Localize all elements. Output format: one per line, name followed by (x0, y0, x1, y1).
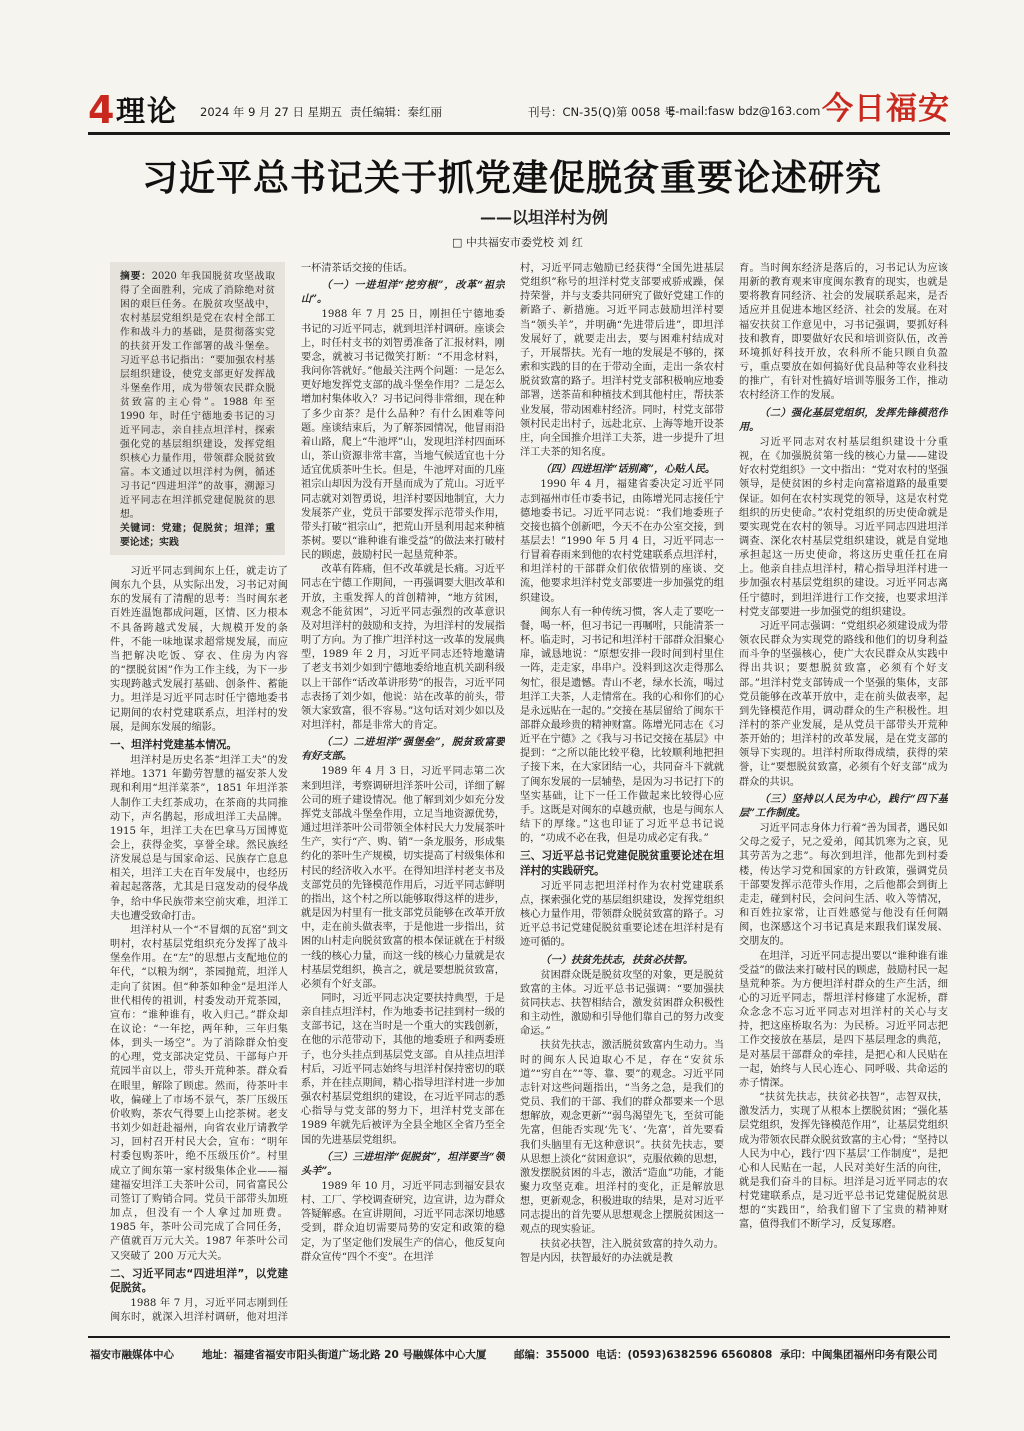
paragraph: 1989 年 10 月，习近平同志到福安县农村、工厂、学校调查研究，边宣讲，边为群众答疑解惑。在宣讲期间，习近平同志深切地感受到，群众迫切需要局势的安定和政策的稳定，为了坚定他们发展生产的信心，他反复向群众宣传“四个不变”。在坦洋 (301, 1181, 505, 1263)
paragraph: “扶贫先扶志，扶贫必扶智”，志智双扶，激发活力，实现了从根本上摆脱贫困；“强化基层党组织，发挥先锋模范作用”，让基层党组织成为带领农民群众脱贫致富的主心骨；“坚持以人民为中心，践行‘四下基层’工作制度”，是把心和人民贴在一起，人民对美好生活的向往，就是我们奋斗的目标。坦洋是习近平同志的农村党建联系点，是习近平总书记党建促脱贫思想的“实践田”，给我们留下了宝贵的精神财富，值得我们不断学习，反复琢磨。 (739, 1092, 948, 1231)
subsection-heading: （三）坚持以人民为中心，践行“四下基层”工作制度。 (739, 792, 948, 819)
section-heading: 三、习近平总书记党建促脱贫重要论述在坦洋村的实践研究。 (520, 850, 724, 877)
paragraph: 1989 年 4 月 3 日，习近平同志第二次来到坦洋，考察调研坦洋茶叶公司，详细了解公司的班子建设情况。他了解到刘少如充分发挥党支部战斗堡垒作用，立足当地资源优势，通过坦洋茶叶公司带领全体村民大力发展茶叶生产，实行“产、购、销”一条龙服务，形成集约化的茶叶生产规模，切实提高了村级集体和村民的经济收入水平。在得知坦洋村老支书及支部党员的先锋模范作用后，习近平同志鲜明的指出，这个村之所以能够取得这样的进步，就是因为村里有一批支部党员能够在改革开放中，走在前头做表率，于是他进一步指出，贫困的山村走向脱贫致富的根本保证就在于村级一线的核心力量，而这一线的核心力量就是农村基层党组织，换言之，就是要想脱贫致富，必须有个好支部。 (301, 766, 505, 990)
editor: 责任编辑：秦红丽 (350, 105, 442, 119)
page-number: 4 (88, 88, 115, 132)
paragraph: 坦洋村从一个“不冒烟的瓦窑”到文明村，农村基层党组织充分发挥了战斗堡垒作用。在“左”的思想占支配地位的年代，“以粮为纲”，茶园抛荒，坦洋人走向了贫困。但“种茶如种金”是坦洋人世代相传的祖训，村委发动开荒茶园，宣布：“谁种谁有，收入归己。”群众却在议论：“一年挖，两年种，三年归集体，到头一场空”。为了消除群众怕变的心理，党支部决定党员、干部每户开荒园半亩以上，带头开荒种茶。群众看在眼里，解除了顾虑。然而，待茶叶丰收，偏碰上了市场不景气，茶厂压级压价收购，茶农气得要上山挖茶树。老支书刘少如赶赴福州，向省农业厅请教学习，回村召开村民大会，宣布：“明年村委包购茶叶，绝不压级压价”。村里成立了闽东第一家村级集体企业——福建福安坦洋工夫茶叶公司，同省富民公司签订了购销合同。党员干部带头加班加点，但没有一个人拿过加班费。1985 年，茶叶公司完成了合同任务，产值就百万元大关。1987 年茶叶公司又突破了 200 万元大关。 (110, 924, 288, 1262)
abstract-text: 2020 年我国脱贫攻坚战取得了全面胜利，完成了消除绝对贫困的艰巨任务。在脱贫攻坚战中，农村基层党组织是党在农村全部工作和战斗力的基础，是贯彻落实党的扶贫开发工作部署的战斗堡垒。习近平总书记指出：“要加强农村基层组织建设，使党支部更好发挥战斗堡垒作用，成为带领农民群众脱贫致富的主心骨”。1988 年至 1990 年，时任宁德地委书记的习近平同志，亲自挂点坦洋村，探索强化党的基层组织建设，发挥党组织核心力量作用，带领群众脱贫致富。本文通过以坦洋村为例，循述习书记“四进坦洋”的故事，溯源习近平同志在坦洋抓党建促脱贫的思想。 (120, 271, 276, 520)
paragraph: 村，习近平同志勉励已经获得“全国先进基层党组织”称号的坦洋村党支部要戒骄戒躁，保持荣誉，并与支委共同研究了做好党建工作的新路子、新措施。习近平同志鼓励坦洋村要当“领头羊”，并明确“先进带后进”，即坦洋发展好了，就要走出去，要与困难村结成对子，开展帮扶。光有一地的发展是不够的，探索和实践的目的在于带动全面，走出一条农村脱贫致富的路子。坦洋村党支部积极响应地委部署，送茶苗和种植技术到其他村庄，帮扶茶业发展，带动困难村经济。同时，村党支部带领村民走出村子，远赴北京、上海等地开设茶庄，向全国推介坦洋工夫茶，进一步提升了坦洋工夫茶的知名度。 (520, 263, 724, 459)
footer-address: 地址：福建省福安市阳头街道广场北路 20 号融媒体中心大厦 (202, 1349, 487, 1361)
paragraph: 扶贫必扶智，注入脱贫致富的持久动力。智是内因，扶智最好的办法就是教 (520, 1238, 724, 1264)
subsection-heading: （一）扶贫先扶志，扶贫必扶智。 (540, 953, 694, 966)
subsection-heading: （四）四进坦洋“话别离”，心贴人民。 (540, 463, 716, 476)
subsection-heading: （三）三进坦洋“促脱贫”，坦洋要当“领头羊”。 (301, 1150, 505, 1177)
paragraph: 1988 年 7 月 25 日，刚担任宁德地委书记的习近平同志，就到坦洋村调研。座谈会上，时任村支书的刘智勇准备了汇报材料，刚要念，就被习书记微笑打断：“不用念材料，我问你答就好。”他最关注两个问题：一是怎么更好地发挥党支部的战斗堡垒作用？二是怎么增加村集体收入？习书记问得非常细，现在种了多少亩茶？是什么品种？有什么困难等问题。座谈结束后，为了解茶园情况，他冒雨沿着山路，爬上“牛池坪”山，发现坦洋村四面环山，茶山资源非常丰富，当地气候适宜也十分适宜优质茶叶生长。但是，牛池坪对面的几座祖宗山却因为没有开垦而成为了荒山。习近平同志就对刘智勇说，坦洋村要因地制宜，大力发展茶产业，党员干部要发挥示范带头作用，带头打破“祖宗山”，把荒山开垦利用起来种植茶树。要以“谁种谁有谁受益”的做法来打破村民的顾虑，鼓励村民一起垦荒种茶。 (301, 309, 505, 562)
footer-org: 福安市融媒体中心 (90, 1349, 174, 1361)
footer-postcode: 邮编：355000 (514, 1349, 590, 1361)
paragraph: 贫困群众既是脱贫攻坚的对象，更是脱贫致富的主体。习近平总书记强调：“要加强扶贫同扶志、扶智相结合，激发贫困群众积极性和主动性，激励和引导他们靠自己的努力改变命运。” (520, 969, 724, 1038)
paragraph: 1988 年 7 月，习近平同志刚到任闽东时，就深入坦洋村调研，他对坦洋 (110, 1297, 288, 1324)
subsection-heading: （二）强化基层党组织，发挥先锋模范作用。 (739, 406, 948, 433)
article-subtitle: ——以坦洋村为例 (480, 208, 609, 227)
column-3 (520, 262, 724, 1325)
subsection-heading: （二）二进坦洋“强堡垒”，脱贫致富要有好支部。 (301, 736, 505, 763)
keywords-label: 关键词： (120, 523, 162, 534)
section-heading: 二、习近平同志“四进坦洋”，以党建促脱贫。 (110, 1267, 288, 1294)
paragraph: 扶贫先扶志，激活脱贫致富内生动力。当时的闽东人民迫取心不足，存在“安贫乐道”“穷自在”“等、靠、要”的观念。习近平同志针对这些问题指出，“当务之急，是我们的党员、我们的干部、我们的群众都要来一个思想解放，观念更新”“弱鸟渴望先飞，至贫可能先富，但能否实现‘先飞’、‘先富’，首先要看我们头脑里有无这种意识”。扶贫先扶志，要从思想上淡化“贫困意识”，克服依赖的思想，激发摆脱贫困的斗志，激活“造血”功能，才能聚力攻坚克难。坦洋村的变化，正是解放思想，更新观念，积极进取的结果，是对习近平同志提出的首先要从思想观念上摆脱贫困这一观点的现实验证。 (520, 1040, 724, 1236)
footer-printer: 承印：中闽集团福州印务有限公司 (780, 1349, 938, 1361)
footer (88, 1347, 950, 1367)
article-byline: □ 中共福安市委党校 刘 红 (452, 236, 583, 249)
bottom-rule (88, 1336, 950, 1338)
column-4 (739, 262, 948, 1325)
paragraph: 闽东人有一种传统习惯，客人走了要吃一餐，喝一杯，但习书记一再嘱咐，只能清茶一杯。临走时，习书记和坦洋村干部群众泪聚心扉，诚恳地说：“原想安排一段时间到村里住一阵，走走家，串串户。没料到这次走得那么匆忙，很是遗憾。青山不老，绿水长流，喝过坦洋工夫茶，人走情常在。我的心和你们的心是永远贴在一起的。”交接在基层留给了闽东干部群众最珍贵的精神财富。陈增光同志在《习近平在宁德》之《我与习书记交接在基层》中提到：“之所以能比较平稳，比较顺利地把担子接下来，在大家团结一心，共同奋斗下就就了闽东发展的一层辅垫，是因为习书记打下的坚实基础，让下一任工作做起来比较得心应手。这既是对闽东的卓越贡献，也是与闽东人结下的厚缘。”这也印证了习近平总书记说的，“功成不必在我，但是功成必定有我。” (520, 606, 724, 845)
paragraph: 同时，习近平同志决定要扶持典型，于是亲自挂点坦洋村，作为地委书记挂到村一级的支部书记，这在当时是一个重大的实践创新，在他的示范带动下，其他的地委班子和两委班子，也分头挂点到基层党支部。自从挂点坦洋村后，习近平同志始终与坦洋村保持密切的联系，并在挂点期间，精心指导坦洋村进一步加强农村基层党组织的建设，在习近平同志的悉心指导与党支部的努力下，坦洋村党支部在 1989 年就先后被评为全县全地区全省乃至全国的先进基层党组织。 (301, 992, 505, 1146)
paragraph: 育。当时闽东经济是落后的，习书记认为应该用新的教育观来审度闽东教育的现实，也就是要将教育同经济、社会的发展联系起来，是否适应并且促进本地区经济、社会的发展。在对福安扶贫工作意见中，习书记强调，要抓好科技和教育，即要做好农民和培训资队伍，改善环境抓好科技开放，农科所不能只顾自负盈亏，重点要放在如何搞好优良品种等农业科技的推广，有针对性搞好培训等服务工作，推动农村经济工作的发展。 (739, 263, 948, 402)
paragraph: 1990 年 4 月，福建省委决定习近平同志到福州市任市委书记，由陈增光同志接任宁德地委书记。习近平同志说：“我们地委班子交接也搞个创新吧，今天不在办公室交接，到基层去！”1990 年 5 月 4 日，习近平同志一行冒着春雨来到他的农村党建联系点坦洋村，和坦洋村的干部群众们依依惜别的座谈、交流，他要求坦洋村党支部要进一步加强党的组织建设。 (520, 479, 724, 604)
paragraph: 习近平同志对农村基层组织建设十分重视，在《加强脱贫第一线的核心力量——建设好农村党组织》一文中指出：“党对农村的坚强领导，是使贫困的乡村走向富裕道路的最重要保证。如何在农村实现党的领导，这是农村党组织的历史使命。”农村党组织的历史使命就是要实现党在农村的领导。习近平同志四进坦洋调查、深化农村基层党组织建设，就是自觉地承担起这一历史使命，将这历史重任扛在肩上。他亲自挂点坦洋村，精心指导坦洋村进一步加强农村基层党组织的建设。习近平同志离任宁德时，到坦洋进行工作交接，也要求坦洋村党支部要进一步加强党的组织建设。 (739, 436, 948, 618)
paragraph: 在坦洋，习近平同志提出要以“谁种谁有谁受益”的做法来打破村民的顾虑，鼓励村民一起垦荒种茶。为方便坦洋村群众的生产生活，细心的习近平同志，帮坦洋村修建了水泥桥，群众念念不忘习近平同志对坦洋村的关心与支持，把这座桥取名为：为民桥。习近平同志把工作交接放在基层，是四下基层理念的典范，是对基层干部群众的牵挂，是把心和人民贴在一起，始终与人民心连心、同呼吸、共命运的赤子情深。 (739, 950, 948, 1089)
section-heading: 一、坦洋村党建基本情况。 (110, 738, 238, 751)
paragraph: 习近平同志把坦洋村作为农村党建联系点，探索强化党的基层组织建设，发挥党组织核心力量作用，带领群众脱贫致富的路子。习近平总书记党建促脱贫重要论述在坦洋村是有迹可循的。 (520, 880, 724, 949)
column-2 (301, 262, 505, 1325)
column-1 (110, 565, 288, 1325)
paragraph: 改革有阵痛，但不改革就是长痛。习近平同志在宁德工作期间，一再强调要大胆改革和开放，主重发挥人的首创精神，“地方贫困，观念不能贫困”，习近平同志强烈的改革意识及对坦洋村的鼓励和支持，为坦洋村的发展指明了方向。为了推广坦洋村这一改革的发展典型，1989 年 2 月，习近平同志还特地邀请了老支书刘少如到宁德地委给地直机关副科级以上干部作“话改革讲形势”的报告，习近平同志表扬了刘少如，他说：站在改革的前头，带领大家致富，很不容易。”这句话对刘少如以及对坦洋村，都是非常大的肯定。 (301, 564, 505, 731)
abstract-box (110, 262, 285, 555)
paragraph: 坦洋村是历史名茶“坦洋工夫”的发祥地。1371 年勤劳智慧的福安茶人发现和利用“坦洋菜茶”，1851 年坦洋茶人制作工夫红茶成功，在茶商的共同推动下，声名鹊起，形成坦洋工夫品牌。1915 年，坦洋工夫在巴拿马万国博览会上，获得金奖，享誉全球。然民族经济发展总是与国家命运、民族存亡息息相关，坦洋工夫在百年发展中，也经历着起起落落，尤其是日寇发动的侵华战争，给中华民族带来空前灾难，坦洋工夫也遭受致命打击。 (110, 755, 288, 922)
paragraph: 习近平同志强调：“党组织必须建设成为带领农民群众为实现党的路线和他们的切身利益而斗争的坚强核心，使广大农民群众从实践中得出共识；要想脱贫致富，必须有个好支部。”坦洋村党支部铸成一个坚强的集体，支部党员能够在改革开放中，走在前头做表率，起到先锋模范作用，调动群众的生产积极性。坦洋村的茶产业发展，是从党员干部带头开荒种茶开始的；坦洋村的改革发展，是在党支部的领导下实现的。坦洋村所取得成绩，获得的荣誉，让“要想脱贫致富，必须有个好支部”成为群众的共识。 (739, 620, 948, 788)
newspaper-logo: 今日福安 (822, 91, 950, 127)
abstract-label: 摘要： (120, 271, 152, 282)
article-headline: 习近平总书记关于抓党建促脱贫重要论述研究 (141, 158, 882, 199)
top-rule (88, 132, 950, 135)
footer-phone: 电话：(0593)6382596 6560808 (596, 1349, 773, 1361)
email: E-mail:fasw bdz@163.com (668, 104, 821, 118)
paragraph: 习近平同志到闽东上任，就走访了闽东九个县，从实际出发，习书记对闽东的发展有了清醒的思考：当时闽东老百姓连温饱都成问题，区情、区力根本不具备跨越式发展，大规模开发的条件，不能一味地谋求超常规发展，而应当把解决吃饭、穿衣、住房为内容的“摆脱贫困”作为工作主线，为下一步实现跨越式发展打基础、创条件、蓄能力。坦洋是习近平同志时任宁德地委书记期间的农村党建联系点，坦洋村的发展，是闽东发展的缩影。 (110, 566, 288, 733)
section-title: 理论 (116, 94, 179, 128)
paragraph: 习近平同志身体力行着“善为国者，遇民如父母之爱子，兄之爱弟，闻其饥寒为之哀，见其劳苦为之悲”。每次到坦洋，他都先到村委楼，传达学习党和国家的方针政策，强调党员干部要发挥示范带头作用，之后他都会到街上走走，碰到村民，会问问生活、收入等情况，和百姓拉家常，让百姓感觉与他没有任何隔阂，也深感这个习书记真是来跟我们谋发展、交朋友的。 (739, 823, 948, 948)
paragraph: 一杯清茶话交接的佳话。 (301, 263, 414, 274)
issue-date: 2024 年 9 月 27 日 星期五 (200, 105, 343, 119)
masthead (76, 88, 950, 132)
subsection-heading: （一）一进坦洋“挖穷根”，改革“祖宗山”。 (301, 279, 505, 306)
keywords: 党建；促脱贫；坦洋；重要论述；实践 (120, 523, 276, 548)
issue-number: 刊号：CN-35(Q)第 0058 号 (528, 105, 676, 119)
